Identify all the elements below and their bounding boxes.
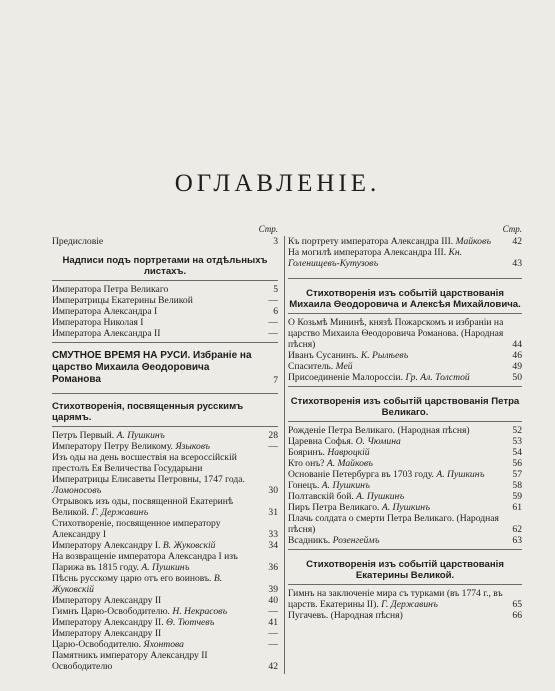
entry-text [52, 496, 260, 518]
entry-page: — [268, 628, 278, 639]
entry-text [288, 458, 504, 469]
entry-page: 5 [273, 284, 278, 295]
section-rule [288, 421, 522, 422]
entry-title: Стихотвореніе, посвященное императору Александру I [52, 518, 221, 540]
entry-title: Императору Александру II [52, 628, 162, 639]
entry-page: 33 [268, 529, 278, 540]
page-column-header: Стр. [258, 224, 278, 234]
section-entries [288, 317, 522, 383]
toc-entry [52, 650, 278, 672]
entry-text [288, 588, 504, 610]
entry-title: Царевна Софья. [288, 436, 354, 447]
entry-text [52, 628, 260, 639]
entry-author: А. Пушкинъ [436, 469, 485, 480]
entry-page: 42 [268, 661, 278, 672]
entry-text [288, 436, 504, 447]
entry-author: А. Пушкинъ [321, 480, 370, 491]
toc-entry [288, 361, 522, 372]
toc-entry [52, 328, 278, 339]
toc-entry [52, 441, 278, 452]
toc-entry [288, 535, 522, 546]
entry-text [288, 610, 504, 621]
entry-author: Гр. Ал. Толстой [405, 372, 470, 383]
entry-page: — [268, 606, 278, 617]
entry-page: 30 [268, 485, 278, 496]
entry-text [52, 595, 260, 606]
entry-title: Императора Александра II [52, 328, 161, 339]
entry-page: 61 [512, 502, 522, 513]
entry-text [52, 617, 260, 628]
section-heading-with-page [52, 350, 278, 386]
entry-title: На возвращеніе императора Александра I изъ Парижа въ 1815 году. [52, 551, 238, 573]
section-rule [52, 426, 278, 427]
toc-entry [288, 588, 522, 610]
entry-author: Кн. Голенищевъ-Кутузовъ [288, 247, 463, 269]
entry-title: Памятникъ императору Александру II Освободителю [52, 650, 208, 672]
entry-title: Императрицы Екатерины Великой [52, 295, 193, 306]
section-rule [288, 278, 522, 279]
entry-author: А. Пушкинъ [356, 491, 405, 502]
entry-text [288, 372, 504, 383]
entry-title: Иванъ Сусанинъ. [288, 350, 359, 361]
entry-page: 39 [268, 584, 278, 595]
toc-right-column [288, 222, 522, 621]
entry-page: — [268, 317, 278, 328]
toc-entry [52, 540, 278, 551]
entry-page: 7 [273, 375, 278, 386]
toc-entry [52, 617, 278, 628]
entry-page: 6 [273, 306, 278, 317]
toc-entry [52, 595, 278, 606]
entry-text [52, 295, 260, 306]
entry-text [52, 317, 260, 328]
entry-author: К. Рылѣевъ [360, 350, 409, 361]
entry-text [52, 452, 260, 496]
section-entries [52, 430, 278, 672]
entry-title: Императору Александру II [52, 595, 162, 606]
entry-title: Петръ Первый. [52, 430, 115, 441]
toc-entry [52, 284, 278, 295]
entry-page: 59 [512, 491, 522, 502]
entry-title: Императора Александра I [52, 306, 158, 317]
entry-text [288, 491, 504, 502]
entry-author: Г. Державинъ [381, 599, 438, 610]
entry-page: 65 [512, 599, 522, 610]
entry-text [288, 535, 504, 546]
entry-title: Царю-Освободителю. [52, 639, 142, 650]
toc-entry [288, 491, 522, 502]
entry-text [52, 430, 260, 441]
section-heading: Стихотворенія, посвященныя русскимъ царямъ. [52, 401, 244, 423]
toc-entry [52, 317, 278, 328]
entry-author: Ломоносовъ [52, 485, 102, 496]
entry-page: 49 [512, 361, 522, 372]
entry-title: Императору Петру Великому. [52, 441, 173, 452]
entry-author: Г. Державинъ [91, 507, 149, 518]
entry-title: Пѣснь русскому царю отъ его воиновъ. [52, 573, 212, 584]
entry-text [288, 513, 504, 535]
entry-text [288, 247, 504, 269]
entry-text [52, 606, 260, 617]
entry-page: 40 [268, 595, 278, 606]
entry-text [52, 540, 260, 551]
toc-entry [288, 425, 522, 436]
entry-author: А. Пушкинъ [381, 502, 430, 513]
entry-text [288, 361, 504, 372]
entry-author: А. Пушкинъ [141, 562, 190, 573]
section-heading: Стихотворенія изъ событій царствованія Петра Великаго. [290, 396, 520, 418]
entry-page: 46 [512, 350, 522, 361]
entry-title: Гонецъ. [288, 480, 320, 491]
entry-text [52, 284, 260, 295]
entry-author: Майковъ [455, 236, 491, 247]
entry-text [52, 551, 260, 573]
entry-title: Изъ оды на день восшествія на всероссійскій престолъ Ея Величества Государыни Императрицы Елисаветы Петровны, 1747 года. [52, 452, 245, 485]
entry-page: 58 [512, 480, 522, 491]
entry-title: О Козьмѣ Мининѣ, князѣ Пожарскомъ и избраніи на царство Михаила Θеодоровича Романова. (Народная пѣсня) [288, 317, 504, 350]
toc-entry [52, 551, 278, 573]
entry-page: 3 [273, 236, 278, 247]
entry-title: Плачь солдата о смерти Петра Великаго. (Народная пѣсня) [288, 513, 499, 535]
entry-text [52, 650, 260, 672]
entry-author: Мей [335, 361, 353, 372]
entry-page: 63 [512, 535, 522, 546]
entry-author: Н. Некрасовъ [172, 606, 228, 617]
entry-text [288, 350, 504, 361]
entry-title: Императору Александру I. [52, 540, 161, 551]
toc-entry [52, 295, 278, 306]
toc-entry [52, 606, 278, 617]
entry-author: Навроцкій [327, 447, 370, 458]
section-rule [288, 313, 522, 314]
section-rule [288, 584, 522, 585]
entry-text [52, 328, 260, 339]
entry-text [52, 306, 260, 317]
section-rule [288, 549, 522, 550]
toc-entry [288, 317, 522, 350]
entry-text [288, 469, 504, 480]
toc-entry [288, 236, 522, 247]
entry-author: Θ. Тютчевъ [166, 617, 215, 628]
section-heading: Стихотворенія изъ событій царствованія Михаила Θеодоровича и Алексѣя Михайловича. [289, 288, 521, 310]
entry-page: 28 [268, 430, 278, 441]
toc-entry [288, 447, 522, 458]
entry-author: В. Жуковскій [162, 540, 216, 551]
entry-text [52, 441, 260, 452]
section-rule [52, 280, 278, 281]
entry-title: На могилѣ императора Александра III. [288, 247, 447, 258]
section-entries [288, 236, 522, 269]
entry-page: 31 [268, 507, 278, 518]
toc-entry [52, 639, 278, 650]
entry-title: Императора Николая I [52, 317, 144, 328]
entry-page: 50 [512, 372, 522, 383]
section-entries [52, 284, 278, 339]
toc-entry [288, 469, 522, 480]
toc-entry [52, 628, 278, 639]
toc-entry [288, 513, 522, 535]
entry-text [288, 447, 504, 458]
entry-title: Рожденіе Петра Великаго. (Народная пѣсня) [288, 425, 470, 436]
entry-text [288, 502, 504, 513]
entry-title: Присоединеніе Малороссіи. [288, 372, 404, 383]
entry-page: 66 [512, 610, 522, 621]
entry-title: Основаніе Петербурга въ 1703 году. [288, 469, 434, 480]
entry-title: Гимнъ на заключеніе мира съ турками (въ 1774 г., въ царств. Екатерины II). [288, 588, 503, 610]
toc-entry [288, 502, 522, 513]
toc-entry [288, 480, 522, 491]
section-rule [288, 386, 522, 387]
entry-page: — [268, 441, 278, 452]
entry-title: Отрывокъ изъ оды, посвященной Екатеринѣ Великой. [52, 496, 234, 518]
entry-title: Всадникъ. [288, 535, 331, 546]
entry-title: Пугачевъ. (Народная пѣсня) [288, 610, 403, 621]
entry-page: 56 [512, 458, 522, 469]
toc-entry [52, 306, 278, 317]
toc-entry [52, 573, 278, 595]
entry-page: 42 [512, 236, 522, 247]
entry-author: В. Жуковскій [52, 573, 223, 595]
entry-text [288, 425, 504, 436]
section-heading: Стихотворенія изъ событій царствованія Екатерины Великой. [306, 559, 504, 581]
entry-text [288, 480, 504, 491]
entry-page: 43 [512, 258, 522, 269]
entry-text [288, 317, 504, 350]
entry-title: Гимнъ Царю-Освободителю. [52, 606, 170, 617]
entry-page: 57 [512, 469, 522, 480]
entry-title: Къ портрету императора Александра III. [288, 236, 454, 247]
section-heading: СМУТНОЕ ВРЕМЯ НА РУСИ. Избраніе на царство Михаила Θеодоровича Романова [52, 350, 252, 385]
toc-entry [288, 436, 522, 447]
entry-title: Полтавскій бой. [288, 491, 354, 502]
toc-entry [288, 610, 522, 621]
entry-text [52, 573, 260, 595]
entry-text: Предисловіе [52, 236, 104, 247]
entry-page: 62 [512, 524, 522, 535]
entry-page: 41 [268, 617, 278, 628]
toc-entry [288, 247, 522, 269]
section-entries [288, 588, 522, 621]
entry-page: 52 [512, 425, 522, 436]
toc-entry [288, 372, 522, 383]
entry-page: 44 [512, 339, 522, 350]
page-column-header: Стр. [502, 224, 522, 234]
column-divider [284, 236, 285, 674]
entry-text [288, 236, 504, 247]
entry-title: Пиръ Петра Великаго. [288, 502, 380, 513]
section-rule [52, 342, 278, 343]
toc-entry [288, 458, 522, 469]
entry-page: — [268, 639, 278, 650]
entry-author: А. Пушкинъ [116, 430, 165, 441]
toc-entry [288, 350, 522, 361]
toc-entry-preface [52, 236, 278, 247]
entry-page: 54 [512, 447, 522, 458]
toc-entry [52, 518, 278, 540]
entry-text [52, 518, 260, 540]
entry-author: Языковъ [175, 441, 210, 452]
entry-text [52, 639, 260, 650]
entry-title: Императору Александру II. [52, 617, 164, 628]
entry-author: А. Майковъ [326, 458, 373, 469]
entry-author: Яхонтова [143, 639, 184, 650]
entry-page: 53 [512, 436, 522, 447]
toc-entry [52, 430, 278, 441]
entry-author: Розенгеймъ [332, 535, 380, 546]
section-rule [52, 393, 278, 394]
entry-author: О. Чюмина [355, 436, 401, 447]
section-heading: Надписи подъ портретами на отдѣльныхъ листахъ. [62, 255, 268, 277]
toc-entry [52, 496, 278, 518]
entry-page: 36 [268, 562, 278, 573]
entry-page: — [268, 295, 278, 306]
entry-title: Кто онъ? [288, 458, 325, 469]
entry-title: Бояринъ. [288, 447, 325, 458]
toc-entry [52, 452, 278, 496]
entry-page: 34 [268, 540, 278, 551]
section-entries [288, 425, 522, 546]
toc-left-column [52, 222, 278, 672]
entry-title: Императора Петра Великаго [52, 284, 169, 295]
entry-page: — [268, 328, 278, 339]
page-title: ОГЛАВЛЕНІЕ. [174, 170, 381, 197]
entry-title: Спаситель. [288, 361, 334, 372]
